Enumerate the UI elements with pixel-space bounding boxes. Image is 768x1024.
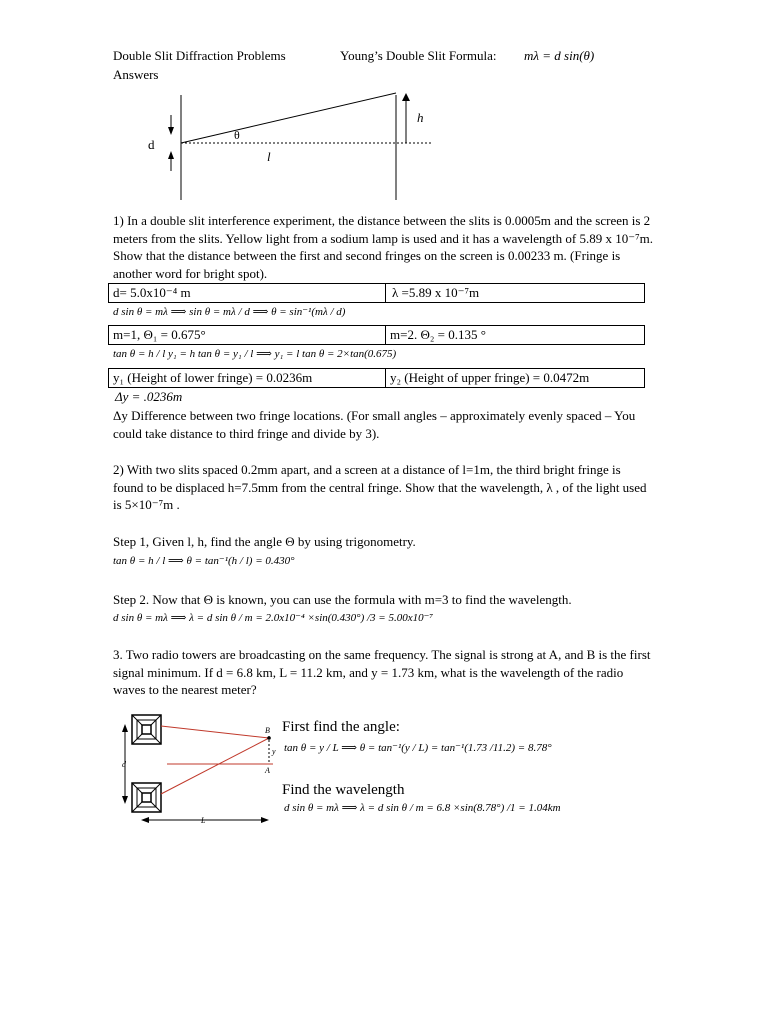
- ray-line: [181, 93, 396, 143]
- d-label: d: [148, 137, 155, 152]
- step1-text: Step 1, Given l, h, find the angle Θ by using trigonometry.: [113, 534, 416, 549]
- y1-height: y₁ (Height of lower fringe) = 0.0236m: [109, 369, 386, 388]
- wavelength-equation: d sin θ = mλ ⟹ λ = d sin θ / m = 6.8 ×sin(8.78°) /1 = 1.04km: [284, 802, 561, 814]
- document-title: Double Slit Diffraction Problems: [113, 48, 286, 63]
- delta-y-value: Δy = .0236m: [115, 389, 183, 404]
- problem2-text: 2) With two slits spaced 0.2mm apart, and a screen at a distance of l=1m, the third bright fringe is found to be displaced h=7.5mm from the central fringe. Show that the wavelength, λ , of the light used is 5×10⁻⁷m .: [113, 462, 647, 512]
- find-angle-heading: First find the angle:: [282, 719, 400, 735]
- point-a-label: A: [265, 766, 270, 775]
- problem1-fringe-table: [108, 368, 645, 388]
- d-label-p3: d: [122, 760, 126, 769]
- problem3-text: 3. Two radio towers are broadcasting on the same frequency. The signal is strong at A, and B is the first signal minimum. If d = 6.8 km, L = 11.2 km, and y = 1.73 km, what is the wavelength of the radio waves to the nearest meter?: [113, 647, 651, 697]
- tower-top-icon: [132, 715, 161, 744]
- double-slit-diagram: [140, 85, 450, 205]
- radio-towers-diagram: [115, 708, 280, 828]
- h-arrowhead: [402, 93, 410, 101]
- l-label: l: [267, 149, 271, 164]
- formula-label: Young’s Double Slit Formula:: [340, 48, 497, 63]
- d-arrow-up: [168, 151, 174, 159]
- h-label: h: [417, 110, 424, 125]
- tower-bottom-icon: [132, 783, 161, 812]
- ray-bottom-red: [161, 738, 269, 794]
- ray-top-red: [161, 726, 269, 738]
- find-wavelength-heading: Find the wavelength: [282, 782, 405, 798]
- problem1-eq2: tan θ = h / l y₁ = h tan θ = y₁ / l ⟹ y₁ = l tan θ = 2×tan(0.675): [113, 348, 397, 360]
- step1-equation: tan θ = h / l ⟹ θ = tan⁻¹(h / l) = 0.430°: [113, 555, 295, 567]
- point-b-label: B: [265, 726, 270, 735]
- step2-equation: d sin θ = mλ ⟹ λ = d sin θ / m = 2.0x10⁻⁴ ×sin(0.430°) /3 = 5.00x10⁻⁷: [113, 612, 434, 624]
- d-arrow-down: [168, 127, 174, 135]
- youngs-formula: mλ = d sin(θ): [524, 48, 595, 63]
- problem1-values-table: [108, 283, 645, 303]
- answers-subtitle: Answers: [113, 67, 159, 82]
- problem1-text: 1) In a double slit interference experiment, the distance between the slits is 0.0005m and the screen is 2 meters from the slits. Yellow light from a sodium lamp is used and it has a wavelength of 5.89 x 10⁻⁷m. Show that the distance between the first and second fringes on the screen is 0.00233 m. (Fringe is another word for bright spot).: [113, 213, 653, 281]
- y2-height: y₂ (Height of upper fringe) = 0.0472m: [386, 369, 645, 388]
- problem1-eq1: d sin θ = mλ ⟹ sin θ = mλ / d ⟹ θ = sin⁻¹(mλ / d): [113, 306, 346, 318]
- l-label-p3: L: [201, 816, 206, 825]
- problem1-angle-table: [108, 325, 645, 345]
- angle-equation: tan θ = y / L ⟹ θ = tan⁻¹(y / L) = tan⁻¹(1.73 /11.2) = 8.78°: [284, 742, 552, 754]
- m2-angle: m=2. Θ₂ = 0.135 °: [386, 326, 645, 345]
- step2-text: Step 2. Now that Θ is known, you can use the formula with m=3 to find the wavelength.: [113, 592, 572, 607]
- lambda-value: λ =5.89 x 10⁻⁷m: [386, 284, 645, 303]
- theta-label: θ: [234, 128, 240, 142]
- d-value: d= 5.0x10⁻⁴ m: [109, 284, 386, 303]
- m1-angle: m=1, Θ₁ = 0.675°: [109, 326, 386, 345]
- y-label: y: [272, 747, 276, 756]
- delta-y-note: Δy Difference between two fringe locations. (For small angles – approximately evenly spaced – You could take distance to third fringe and divide by 3).: [113, 408, 636, 441]
